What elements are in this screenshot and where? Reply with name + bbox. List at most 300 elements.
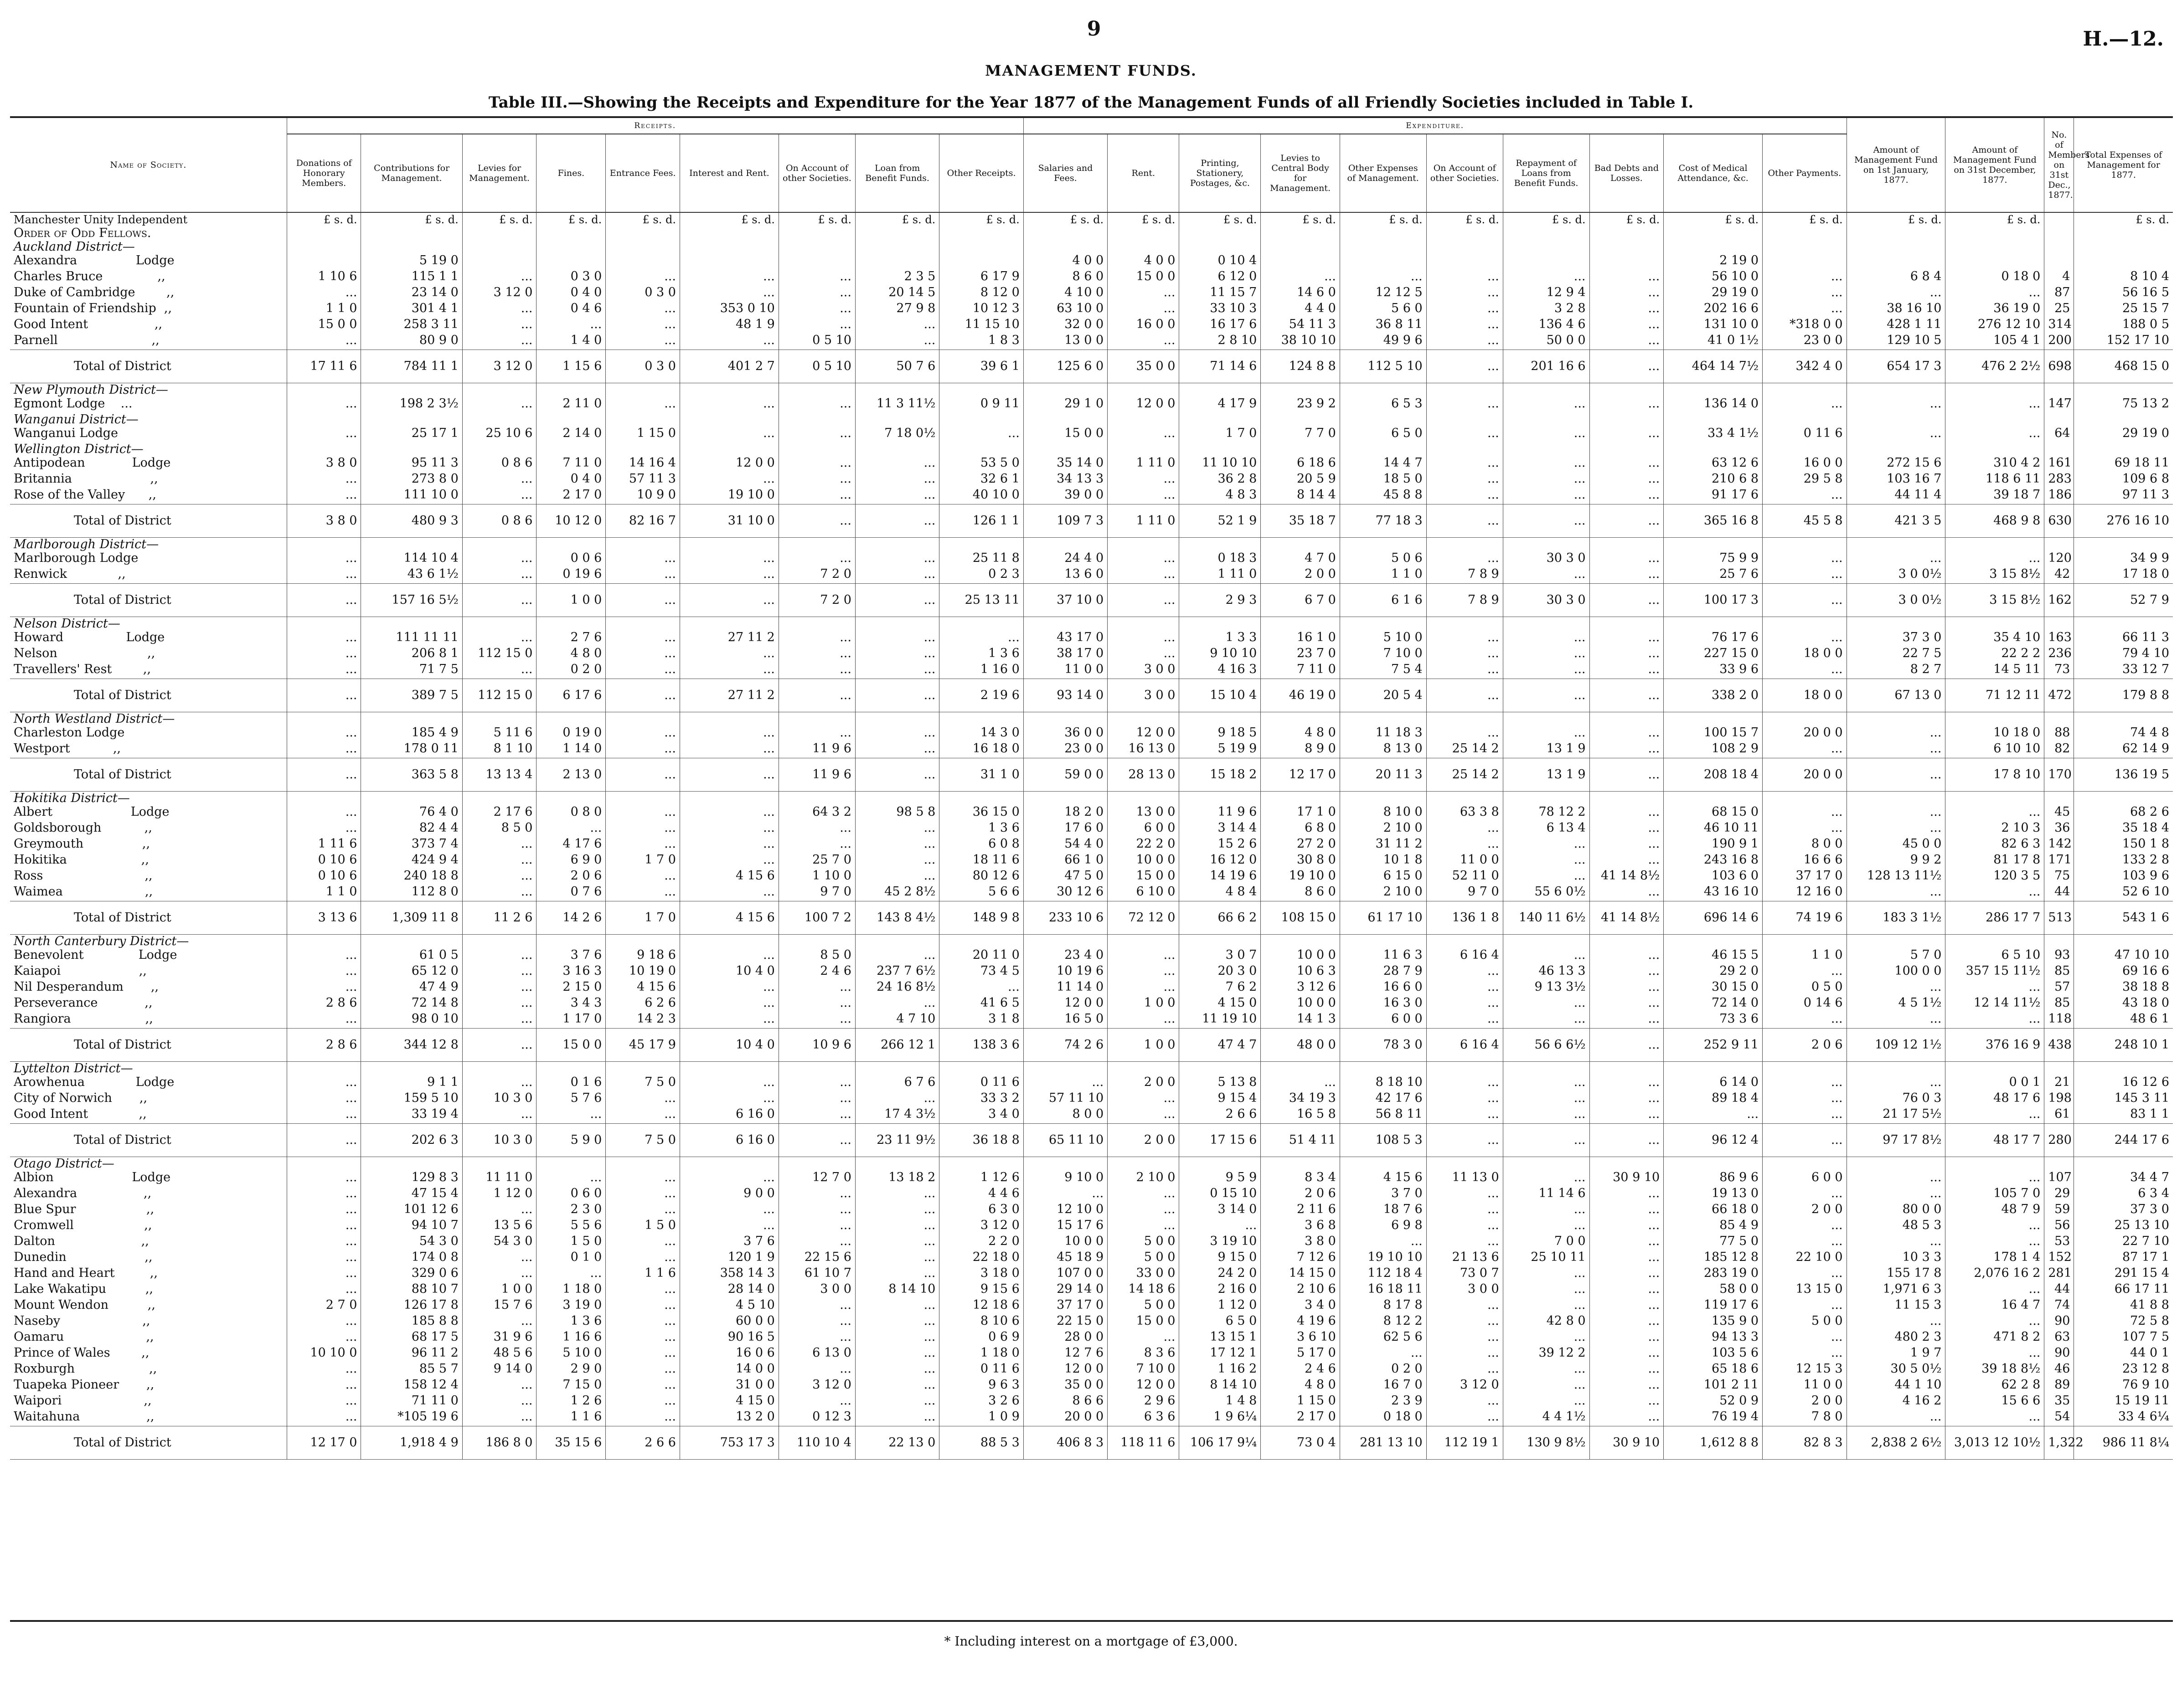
value-cell: 11 10 10 [1179,456,1261,472]
empty-cell [855,383,939,397]
society-name: Waipori ,, [14,1394,152,1408]
value-cell: ... [1763,286,1847,302]
value-cell: 8 6 0 [1023,270,1107,286]
value-cell: 8 3 6 [1108,1346,1179,1362]
empty-cell [1179,617,1261,631]
value-cell: 41 8 8 [2074,1298,2173,1314]
total-value-cell: 47 4 7 [1179,1029,1261,1062]
value-cell: ... [287,1378,361,1394]
value-cell: ... [1503,1075,1589,1091]
value-cell: 158 12 4 [361,1378,462,1394]
value-cell: 8 12 2 [1340,1314,1426,1330]
value-cell: ... [287,334,361,350]
society-name: Dunedin ,, [14,1250,153,1264]
empty-cell [536,1157,606,1171]
value-cell: ... [1763,631,1847,647]
society-row [10,1362,2173,1378]
value-cell: ... [1945,1410,2044,1426]
total-value-cell: 1 0 0 [536,584,606,617]
value-cell: 13 6 0 [1023,567,1107,584]
empty-cell [462,442,536,456]
value-cell: ... [1589,647,1664,663]
value-cell: 3 15 8½ [1945,567,2044,584]
society-row [10,567,2173,584]
value-cell: ... [680,980,779,996]
value-cell: ... [680,427,779,442]
value-cell: 36 [2044,821,2074,837]
units-cell: £ s. d. [462,212,536,226]
value-cell: ... [680,996,779,1012]
total-value-cell: 35 0 0 [1108,350,1179,383]
district-total-row [10,758,2173,792]
value-cell: 4 4 6 [939,1187,1023,1203]
value-cell: 7 15 0 [536,1378,606,1394]
value-cell: 0 8 0 [536,805,606,821]
value-cell: 1 11 6 [287,837,361,853]
value-cell: ... [1426,1362,1503,1378]
value-cell: 310 4 2 [1945,456,2044,472]
value-cell: ... [779,1298,855,1314]
value-cell: 2 15 0 [536,980,606,996]
page-number: 9 [1087,17,1101,41]
value-cell: 7 5 0 [606,1075,680,1091]
total-value-cell: 17 8 10 [1945,758,2044,792]
total-value-cell: 162 [2044,584,2074,617]
column-header: Other Receipts. [939,134,1023,212]
value-cell: ... [1945,427,2044,442]
value-cell [1426,254,1503,270]
value-cell: 64 [2044,427,2074,442]
value-cell: ... [1108,551,1179,567]
value-cell: 171 [2044,853,2074,869]
value-cell: ... [1503,427,1589,442]
value-cell: 2 17 0 [536,488,606,504]
total-value-cell: 7 2 0 [779,584,855,617]
value-cell: 23 14 0 [361,286,462,302]
value-cell: ... [1108,980,1179,996]
value-cell: 20 3 0 [1179,964,1261,980]
value-cell: 2 0 0 [1763,1203,1847,1219]
value-cell: 6 17 9 [939,270,1023,286]
value-cell: 107 [2044,1171,2074,1187]
value-cell: 0 5 10 [779,334,855,350]
value-cell: ... [1426,286,1503,302]
value-cell: ... [1847,1171,1945,1187]
value-cell: 18 7 6 [1340,1203,1426,1219]
empty-cell [680,935,779,949]
total-value-cell: 112 15 0 [462,679,536,712]
value-cell: ... [1763,488,1847,504]
value-cell [1589,254,1664,270]
value-cell: 119 17 6 [1664,1298,1763,1314]
value-cell: ... [287,488,361,504]
value-cell: 16 18 11 [1340,1282,1426,1298]
value-cell: 73 [2044,663,2074,679]
value-cell: 17 12 1 [1179,1346,1261,1362]
value-cell: ... [462,869,536,885]
total-value-cell: 3 0 0½ [1847,584,1945,617]
value-cell: ... [606,397,680,413]
empty-cell [536,383,606,397]
value-cell: 3 12 0 [1426,1378,1503,1394]
value-cell: ... [680,742,779,758]
value-cell: 52 0 9 [1664,1394,1763,1410]
value-cell: 56 16 5 [2074,286,2173,302]
value-cell: 3 19 0 [536,1298,606,1314]
value-cell: 23 4 0 [1023,948,1107,964]
society-name: Benevolent Lodge [14,948,177,962]
value-cell: ... [462,837,536,853]
value-cell: 2 10 0 [1340,821,1426,837]
society-name: Britannia ,, [14,472,158,486]
value-cell: ... [1945,805,2044,821]
value-cell: 85 4 9 [1664,1219,1763,1235]
value-cell: ... [287,1394,361,1410]
value-cell: ... [855,488,939,504]
society-row [10,397,2173,413]
value-cell: 9 18 5 [1179,726,1261,742]
empty-cell [462,240,536,254]
value-cell: 25 [2044,302,2074,318]
value-cell: 9 7 0 [1426,885,1503,901]
value-cell: 4 8 4 [1179,885,1261,901]
value-cell: 3 14 0 [1179,1203,1261,1219]
value-cell: 118 6 11 [1945,472,2044,488]
value-cell: 34 19 3 [1261,1091,1340,1107]
value-cell: 17 6 0 [1023,821,1107,837]
empty-cell [1179,413,1261,427]
value-cell: ... [680,286,779,302]
value-cell: 10 18 0 [1945,726,2044,742]
society-row [10,631,2173,647]
value-cell: 27 11 2 [680,631,779,647]
value-cell: ... [1763,1266,1847,1282]
total-value-cell: 389 7 5 [361,679,462,712]
value-cell: 49 9 6 [1340,334,1426,350]
value-cell: 8 6 0 [1261,885,1340,901]
empty-cell [855,617,939,631]
empty-cell [779,383,855,397]
empty-cell [1340,617,1426,631]
empty-cell [680,240,779,254]
value-cell: 43 6 1½ [361,567,462,584]
value-cell: 4 10 0 [1023,286,1107,302]
total-value-cell: 82 8 3 [1763,1426,1847,1460]
empty-cell [1847,226,1945,240]
value-cell: 53 [2044,1235,2074,1250]
empty-cell [1023,1157,1107,1171]
empty-cell [1179,1062,1261,1076]
empty-cell [1261,538,1340,552]
value-cell: 2 0 6 [536,869,606,885]
value-cell: 39 12 2 [1503,1346,1589,1362]
value-cell: ... [855,1362,939,1378]
value-cell: 2 17 6 [462,805,536,821]
value-cell: 73 3 6 [1664,1012,1763,1029]
empty-cell [939,383,1023,397]
value-cell: 30 15 0 [1664,980,1763,996]
total-value-cell: 252 9 11 [1664,1029,1763,1062]
value-cell: ... [1589,472,1664,488]
empty-cell [1426,383,1503,397]
value-cell: 16 0 0 [1108,318,1179,334]
district-total-row [10,1124,2173,1157]
value-cell: 4 16 3 [1179,663,1261,679]
empty-cell [536,240,606,254]
total-value-cell: 74 19 6 [1763,901,1847,935]
empty-cell [1179,442,1261,456]
value-cell: 36 2 8 [1179,472,1261,488]
empty-cell [1023,383,1107,397]
value-cell: 31 9 6 [462,1330,536,1346]
total-value-cell: 7 5 0 [606,1124,680,1157]
value-cell: ... [462,631,536,647]
column-header: Rent. [1108,134,1179,212]
empty-cell [1763,1157,1847,1171]
empty-cell [1589,792,1664,806]
society-name: Travellers' Rest ,, [14,662,151,676]
value-cell: 12 0 0 [1023,996,1107,1012]
empty-cell [1261,712,1340,726]
district-name: Otago District— [14,1157,114,1171]
value-cell: ... [1945,1107,2044,1124]
value-cell: 30 8 0 [1261,853,1340,869]
society-row [10,488,2173,504]
total-value-cell: 401 2 7 [680,350,779,383]
value-cell: 126 17 8 [361,1298,462,1314]
value-cell: 73 4 5 [939,964,1023,980]
value-cell: 12 7 6 [1023,1346,1107,1362]
value-cell: 22 7 10 [2074,1235,2173,1250]
value-cell: 37 3 0 [2074,1203,2173,1219]
value-cell: 112 18 4 [1340,1266,1426,1282]
value-cell: ... [287,631,361,647]
society-name: Alexandra ,, [14,1186,152,1200]
value-cell: 11 0 0 [1763,1378,1847,1394]
value-cell: ... [287,1091,361,1107]
value-cell: ... [606,663,680,679]
value-cell: ... [462,551,536,567]
district-total-row [10,901,2173,935]
value-cell: ... [1426,318,1503,334]
value-cell: 89 [2044,1378,2074,1394]
value-cell: 107 7 5 [2074,1330,2173,1346]
value-cell: ... [779,726,855,742]
value-cell: ... [1503,397,1589,413]
value-cell: ... [606,885,680,901]
value-cell: ... [1426,996,1503,1012]
value-cell: ... [680,1203,779,1219]
value-cell: 0 19 0 [536,726,606,742]
value-cell: 8 5 0 [779,948,855,964]
value-cell: 1 12 6 [939,1171,1023,1187]
value-cell: ... [855,318,939,334]
value-cell: ... [287,1330,361,1346]
empty-cell [606,1157,680,1171]
value-cell: ... [680,948,779,964]
society-name: Waitahuna ,, [14,1410,155,1424]
empty-cell [606,226,680,240]
value-cell: ... [1426,964,1503,980]
value-cell: 10 6 3 [1261,964,1340,980]
value-cell: 5 7 0 [1847,948,1945,964]
value-cell: ... [779,647,855,663]
total-value-cell: ... [287,1124,361,1157]
empty-cell [1664,538,1763,552]
value-cell: ... [1503,472,1589,488]
value-cell: 72 14 8 [361,996,462,1012]
value-cell: 10 3 0 [462,1091,536,1107]
total-value-cell: 157 16 5½ [361,584,462,617]
units-cell: £ s. d. [536,212,606,226]
value-cell: ... [855,869,939,885]
value-cell: 0 6 0 [536,1187,606,1203]
society-name: Antipodean Lodge [14,456,171,470]
value-cell: 0 4 0 [536,472,606,488]
empty-cell [1108,1062,1179,1076]
value-cell: 25 7 6 [1664,567,1763,584]
society-row [10,286,2173,302]
value-cell: 77 5 0 [1664,1235,1763,1250]
value-cell: 62 5 6 [1340,1330,1426,1346]
value-cell: 8 0 0 [1763,837,1847,853]
value-cell: ... [287,964,361,980]
empty-cell [1589,935,1664,949]
value-cell: 0 10 6 [287,869,361,885]
value-cell: 2 3 5 [855,270,939,286]
total-value-cell: ... [855,758,939,792]
value-cell: ... [1763,1012,1847,1029]
value-cell: 29 14 0 [1023,1282,1107,1298]
value-cell: 329 0 6 [361,1266,462,1282]
value-cell: 206 8 1 [361,647,462,663]
value-cell: 6 8 4 [1847,270,1945,286]
value-cell: 8 2 7 [1847,663,1945,679]
value-cell: 7 0 0 [1503,1235,1589,1250]
value-cell: ... [680,270,779,286]
value-cell: ... [1589,1282,1664,1298]
empty-cell [1945,538,2044,552]
empty-cell [1847,1157,1945,1171]
value-cell: 6 0 0 [1340,1012,1426,1029]
value-cell: ... [1589,397,1664,413]
value-cell: ... [1023,1075,1107,1091]
value-cell: 48 7 9 [1945,1203,2044,1219]
total-label: Total of District [10,350,287,383]
total-value-cell: 108 15 0 [1261,901,1340,935]
value-cell: ... [855,1410,939,1426]
empty-cell [1108,792,1179,806]
empty-cell [1589,413,1664,427]
value-cell: 72 5 8 [2074,1314,2173,1330]
value-cell: ... [680,837,779,853]
value-cell: 69 18 11 [2074,456,2173,472]
value-cell: ... [287,647,361,663]
empty-cell [361,538,462,552]
value-cell: 1 9 7 [1847,1346,1945,1362]
value-cell: ... [855,334,939,350]
value-cell: ... [606,1346,680,1362]
society-name: Kaiapoi ,, [14,964,147,978]
value-cell: ... [1503,1282,1589,1298]
empty-cell [779,538,855,552]
value-cell: 0 18 0 [1340,1410,1426,1426]
value-cell: ... [680,885,779,901]
value-cell: ... [462,964,536,980]
value-cell: ... [462,472,536,488]
value-cell: 1 12 0 [462,1187,536,1203]
society-row [10,254,2173,270]
total-value-cell: 3 15 8½ [1945,584,2044,617]
total-value-cell: 23 11 9½ [855,1124,939,1157]
value-cell: ... [855,456,939,472]
value-cell: ... [1847,551,1945,567]
value-cell: 2 0 6 [1261,1187,1340,1203]
value-cell: 109 6 8 [2074,472,2173,488]
society-row [10,302,2173,318]
value-cell: 0 2 0 [536,663,606,679]
value-cell: 188 0 5 [2074,318,2173,334]
value-cell: ... [1589,964,1664,980]
order-title-row [10,226,2173,240]
value-cell: 88 [2044,726,2074,742]
society-row [10,1171,2173,1187]
total-value-cell: 112 19 1 [1426,1426,1503,1460]
value-cell: ... [606,1091,680,1107]
value-cell: ... [1426,1012,1503,1029]
total-value-cell: ... [1589,679,1664,712]
value-cell: 11 3 11½ [855,397,939,413]
value-cell: 19 10 0 [1261,869,1340,885]
total-value-cell: 0 8 6 [462,504,536,538]
value-cell: ... [462,397,536,413]
value-cell: 4 15 0 [1179,996,1261,1012]
value-cell: ... [462,885,536,901]
value-cell: 115 1 1 [361,270,462,286]
value-cell: 0 1 0 [536,1250,606,1266]
total-value-cell: 78 3 0 [1340,1029,1426,1062]
value-cell: 1 9 6¼ [1179,1410,1261,1426]
total-value-cell: 14 2 6 [536,901,606,935]
value-cell: 28 7 9 [1340,964,1426,980]
units-cell: £ s. d. [855,212,939,226]
column-header: Entrance Fees. [606,134,680,212]
empty-cell [1426,240,1503,254]
value-cell [2074,254,2173,270]
total-value-cell: 51 4 11 [1261,1124,1340,1157]
empty-cell [1763,240,1847,254]
value-cell: 1 1 0 [1340,567,1426,584]
value-cell: ... [855,1203,939,1219]
value-cell: 2 10 0 [1108,1171,1179,1187]
empty-cell [462,1157,536,1171]
empty-cell [1108,442,1179,456]
total-value-cell: 35 18 7 [1261,504,1340,538]
society-row [10,1410,2173,1426]
society-row [10,1298,2173,1314]
total-value-cell: ... [1426,504,1503,538]
value-cell: 3 12 6 [1261,980,1340,996]
total-value-cell: 2,838 2 6½ [1847,1426,1945,1460]
total-value-cell: 97 17 8½ [1847,1124,1945,1157]
empty-cell [1589,538,1664,552]
value-cell: 55 6 0½ [1503,885,1589,901]
value-cell: 190 9 1 [1664,837,1763,853]
value-cell: ... [855,663,939,679]
value-cell: 3 4 3 [536,996,606,1012]
value-cell: 25 14 2 [1426,742,1503,758]
value-cell: 0 2 3 [939,567,1023,584]
